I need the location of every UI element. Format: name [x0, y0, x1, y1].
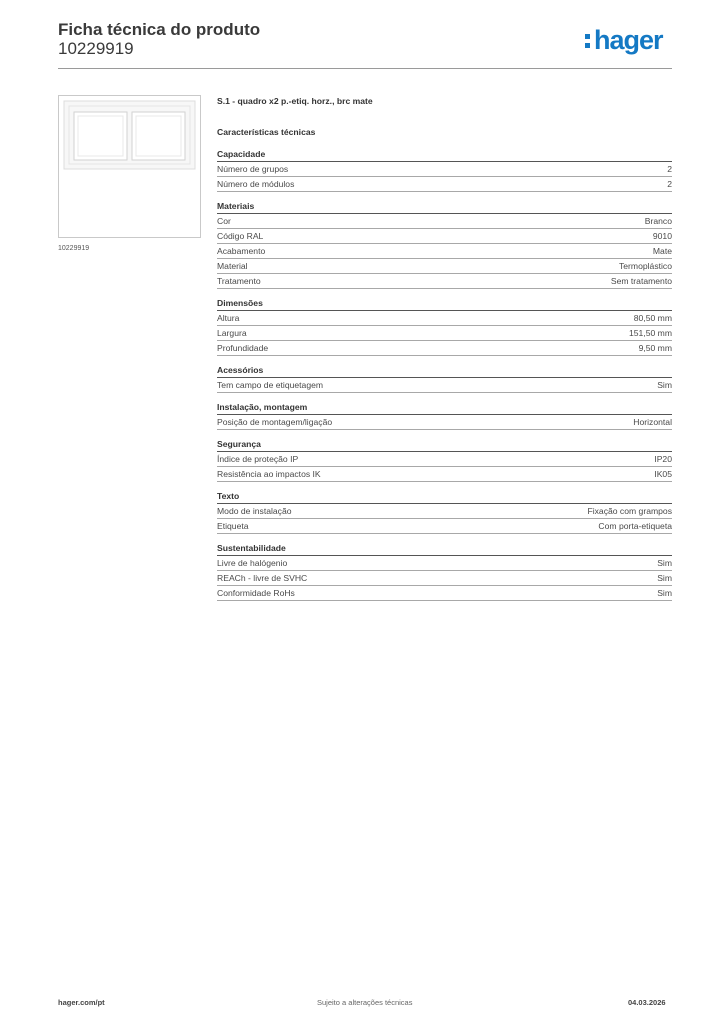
spec-section: [217, 543, 672, 601]
section-title: Acessórios: [217, 365, 672, 378]
spec-label: Número de grupos: [217, 164, 289, 174]
spec-section: [217, 402, 672, 430]
spec-label: Código RAL: [217, 231, 264, 241]
spec-value: Termoplástico: [618, 261, 672, 271]
footer-date: 04.03.2026: [628, 998, 666, 1007]
spec-row: [217, 341, 672, 356]
spec-value: Sim: [657, 588, 672, 598]
spec-section: [217, 439, 672, 482]
spec-row: [217, 326, 672, 341]
spec-value: Branco: [644, 216, 672, 226]
spec-value: 80,50 mm: [633, 313, 672, 323]
spec-value: Fixação com grampos: [587, 506, 672, 516]
spec-row: [217, 244, 672, 259]
spec-label: Material: [217, 261, 248, 271]
spec-value: 9010: [652, 231, 672, 241]
section-title: Segurança: [217, 439, 672, 452]
spec-value: Mate: [652, 246, 672, 256]
spec-row: [217, 586, 672, 601]
section-title: Instalação, montagem: [217, 402, 672, 415]
spec-section: [217, 491, 672, 534]
spec-label: Índice de proteção IP: [217, 454, 299, 464]
spec-row: [217, 162, 672, 177]
spec-value: Sim: [657, 558, 672, 568]
spec-row: [217, 378, 672, 393]
spec-value: 9,50 mm: [638, 343, 672, 353]
section-title: Capacidade: [217, 149, 672, 162]
image-caption: 10229919: [58, 245, 90, 252]
product-image-box: [58, 95, 201, 238]
spec-row: [217, 452, 672, 467]
spec-value: Sim: [657, 380, 672, 390]
spec-row: [217, 467, 672, 482]
section-title: Dimensões: [217, 298, 672, 311]
spec-row: [217, 556, 672, 571]
section-title: Materiais: [217, 201, 672, 214]
logo-dots-icon: [585, 34, 590, 52]
spec-sections: [217, 149, 672, 601]
section-title: Texto: [217, 491, 672, 504]
spec-label: Altura: [217, 313, 240, 323]
spec-row: [217, 571, 672, 586]
spec-value: Sem tratamento: [610, 276, 672, 286]
spec-section: [217, 149, 672, 192]
footer-website[interactable]: hager.com/pt: [58, 998, 105, 1007]
spec-row: [217, 229, 672, 244]
spec-label: Largura: [217, 328, 247, 338]
spec-label: Conformidade RoHs: [217, 588, 295, 598]
spec-section: [217, 365, 672, 393]
spec-label: Resistência ao impactos IK: [217, 469, 321, 479]
spec-label: Profundidade: [217, 343, 269, 353]
spec-row: [217, 177, 672, 192]
spec-value: Com porta-etiqueta: [598, 521, 672, 531]
spec-value: IP20: [654, 454, 672, 464]
spec-row: [217, 415, 672, 430]
spec-row: [217, 274, 672, 289]
section-title: Sustentabilidade: [217, 543, 672, 556]
spec-value: Horizontal: [633, 417, 672, 427]
header-divider: [58, 68, 672, 69]
hager-logo: hager: [594, 26, 663, 54]
spec-row: [217, 519, 672, 534]
spec-label: Etiqueta: [217, 521, 249, 531]
spec-label: Tratamento: [217, 276, 261, 286]
spec-value: Sim: [657, 573, 672, 583]
tech-specs-title: Características técnicas: [217, 127, 316, 137]
spec-value: 151,50 mm: [629, 328, 672, 338]
spec-section: [217, 298, 672, 356]
spec-label: REACh - livre de SVHC: [217, 573, 308, 583]
spec-content: [217, 95, 672, 610]
spec-label: Número de módulos: [217, 179, 295, 189]
page-title: Ficha técnica do produto: [58, 20, 261, 39]
spec-row: [217, 259, 672, 274]
frame-2-gang-image: [63, 100, 196, 170]
footer-disclaimer: Sujeito a alterações técnicas: [317, 998, 413, 1007]
spec-label: Livre de halógenio: [217, 558, 288, 568]
product-code: 10229919: [58, 39, 134, 58]
spec-label: Modo de instalação: [217, 506, 292, 516]
spec-row: [217, 504, 672, 519]
spec-row: [217, 214, 672, 229]
spec-value: 2: [667, 164, 672, 174]
spec-value: 2: [667, 179, 672, 189]
spec-label: Acabamento: [217, 246, 266, 256]
spec-section: [217, 201, 672, 289]
spec-label: Tem campo de etiquetagem: [217, 380, 324, 390]
spec-label: Cor: [217, 216, 231, 226]
spec-label: Posição de montagem/ligação: [217, 417, 333, 427]
product-name: S.1 - quadro x2 p.-etiq. horz., brc mate: [217, 96, 373, 106]
spec-row: [217, 311, 672, 326]
spec-value: IK05: [654, 469, 672, 479]
